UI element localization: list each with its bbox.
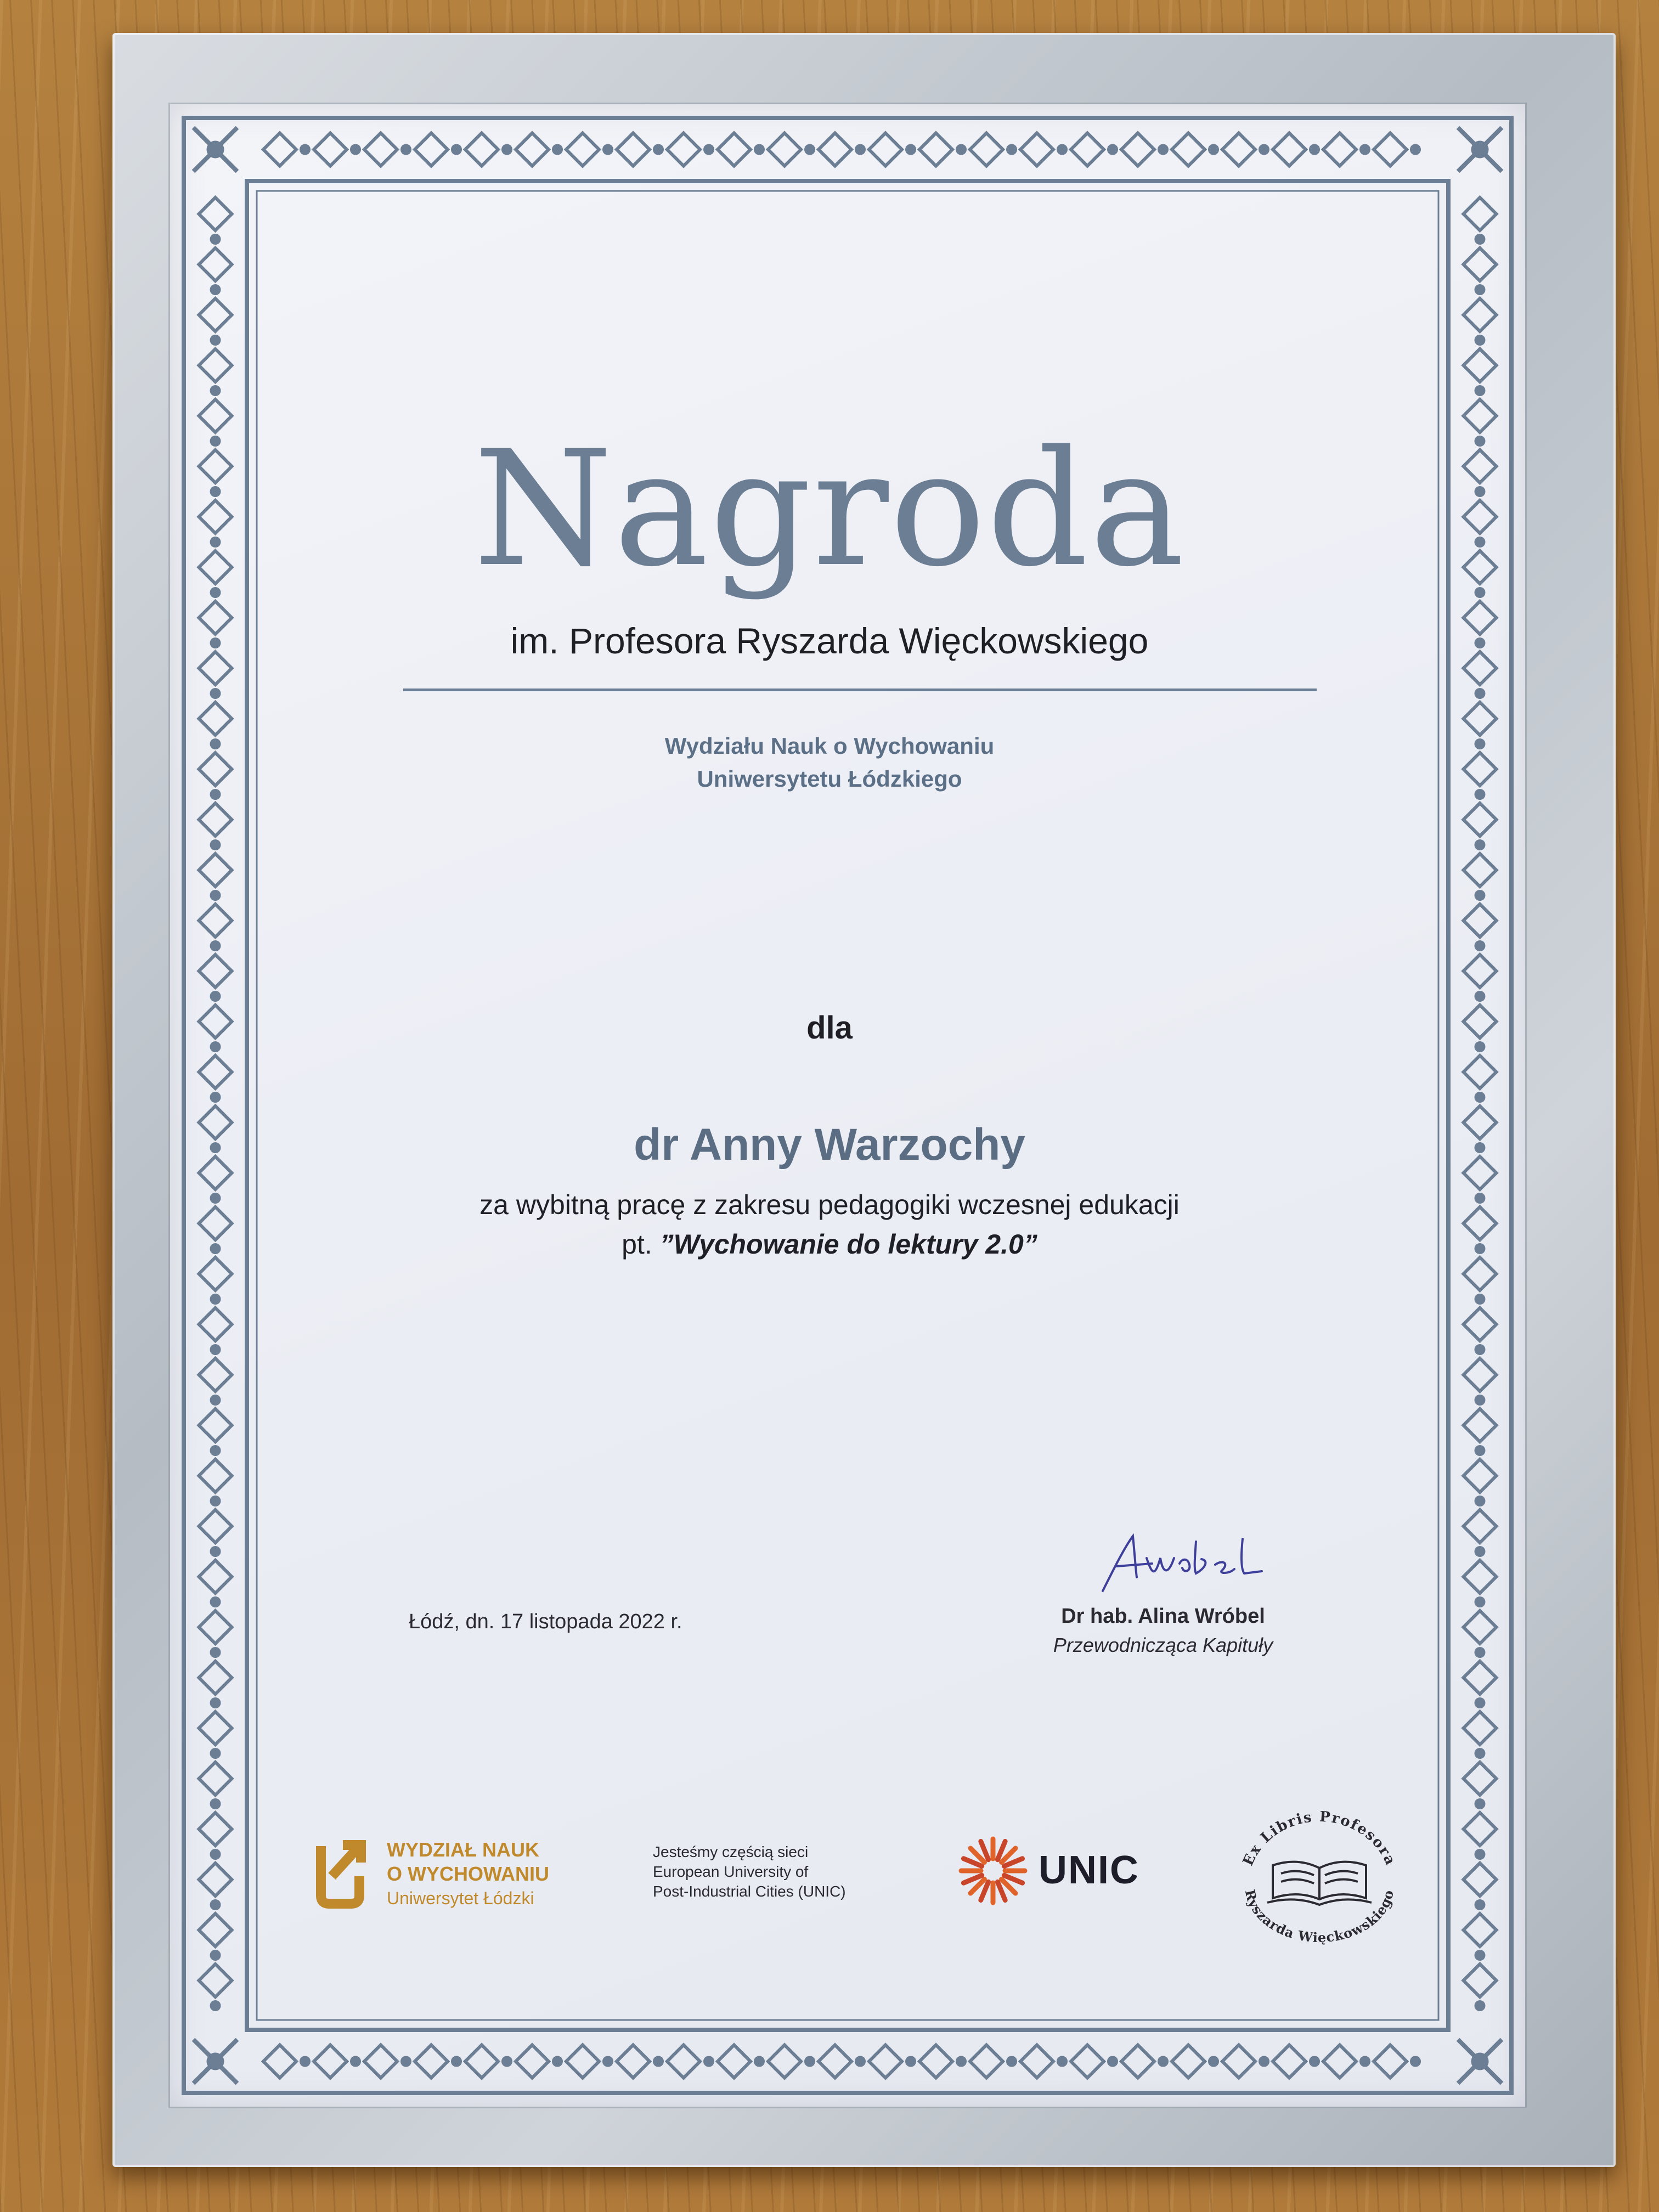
exlibris-top-text: Ex Libris Profesora [1240, 1808, 1399, 1869]
reason-line-1: za wybitną pracę z zakresu pedagogiki wczesnej edukacji [479, 1189, 1180, 1220]
faculty-logo-text [387, 1838, 549, 1910]
exlibris-bottom-text: Ryszarda Więckowskiego [1242, 1888, 1397, 1946]
faculty-logo-line-1: WYDZIAŁ NAUK [387, 1838, 539, 1861]
recipient-name: dr Anny Warzochy [634, 1120, 1025, 1170]
signer-name: Dr hab. Alina Wróbel [1061, 1605, 1265, 1628]
certificate-title: Nagroda [473, 417, 1186, 602]
title-divider [403, 689, 1317, 691]
unic-starburst-icon [957, 1835, 1029, 1906]
faculty-name [0, 730, 1659, 795]
award-reason [0, 1185, 1659, 1264]
unic-note [653, 1842, 846, 1901]
faculty-logo-sub: Uniwersytet Łódzki [387, 1888, 534, 1908]
svg-text:Ex Libris Profesora [1240, 1809, 1399, 1869]
signer-role: Przewodnicząca Kapituły [1053, 1634, 1273, 1656]
unic-note-line-2: European University of [653, 1863, 809, 1880]
arrow-up-right-logo-icon [313, 1835, 370, 1909]
reason-line-2 [0, 1224, 1659, 1264]
unic-note-line-3: Post-Industrial Cities (UNIC) [653, 1883, 846, 1900]
reason-prefix: pt. [622, 1229, 652, 1260]
work-title: ”Wychowanie do lektury 2.0” [659, 1229, 1037, 1260]
faculty-line-1: Wydziału Nauk o Wychowaniu [664, 733, 995, 759]
faculty-logo-line-2: O WYCHOWANIU [387, 1863, 549, 1885]
faculty-line-2: Uniwersytetu Łódzkiego [697, 766, 962, 792]
open-book-icon [1267, 1862, 1372, 1905]
unic-name: UNIC [1039, 1848, 1139, 1892]
for-label: dla [806, 1010, 853, 1046]
unic-note-line-1: Jesteśmy częścią sieci [653, 1843, 809, 1860]
handwritten-signature [1092, 1525, 1273, 1596]
certificate-subtitle: im. Profesora Ryszarda Więckowskiego [510, 620, 1149, 661]
ex-libris-stamp [1229, 1805, 1410, 1948]
date-line: Łódź, dn. 17 listopada 2022 r. [409, 1610, 682, 1633]
